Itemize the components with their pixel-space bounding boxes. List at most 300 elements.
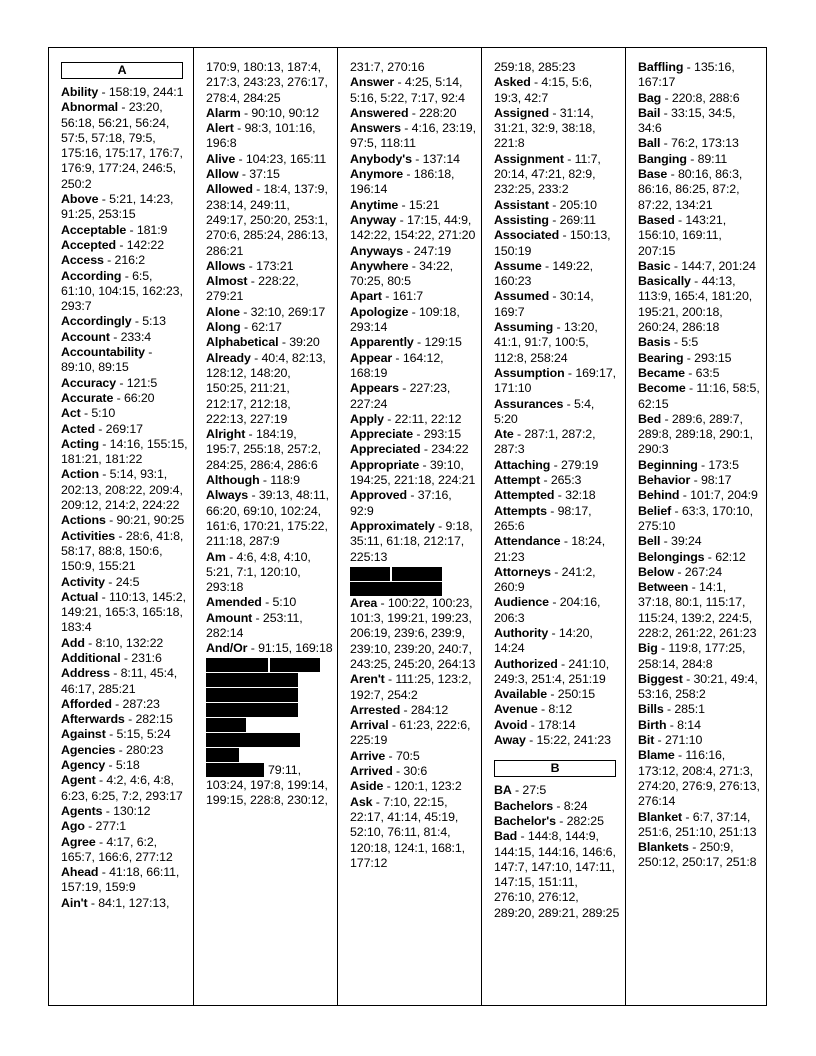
index-refs: 66:20 [123, 390, 155, 405]
index-term: Aren't [350, 672, 385, 687]
redaction-block [206, 718, 246, 732]
index-refs: 186:18, 196:14 [350, 167, 455, 197]
index-refs: 220:8, 288:6 [671, 90, 740, 105]
index-entry: Apparently - 129:15 [350, 335, 462, 350]
index-refs: 289:6, 289:7, 289:8, 289:18, 290:1, 290:3 [638, 411, 754, 457]
index-entry: And/Or - 91:15, 169:18 [206, 641, 333, 656]
index-entry: Behavior - 98:17 [638, 473, 732, 488]
redaction-block [206, 748, 239, 762]
index-entry: Anyway - 17:15, 44:9, 142:22, 154:22, 271:20 [350, 212, 476, 243]
index-entry: Acting - 14:16, 155:15, 181:21, 181:22 [61, 436, 188, 467]
index-entry: Answered - 228:20 [350, 105, 457, 120]
index-entry: Abnormal - 23:20, 56:18, 56:21, 56:24, 57:5, 57:18, 79:5, 175:16, 175:17, 176:7, 176:9, 177:24, 246:5, 250:2 [61, 100, 183, 191]
index-term: Big [638, 641, 658, 656]
index-term: Appears [350, 381, 399, 396]
index-entry: Am - 4:6, 4:8, 4:10, 5:21, 7:1, 120:10, 293:18 [206, 549, 311, 595]
index-refs: 5:15, 5:24 [116, 727, 171, 742]
index-refs: 121:5 [126, 375, 158, 390]
index-entry: Allowed - 18:4, 137:9, 238:14, 249:11, 249:17, 250:20, 253:1, 270:6, 285:24, 286:13, 286:21 [206, 182, 328, 258]
index-entry: Access - 216:2 [61, 253, 146, 268]
index-refs: 150:13, 150:19 [494, 228, 611, 258]
index-refs: 178:14 [538, 717, 576, 732]
index-entry: Answers - 4:16, 23:19, 97:5, 118:11 [350, 121, 476, 151]
index-entry: Ahead - 41:18, 66:11, 157:19, 159:9 [61, 865, 180, 895]
index-term: Ball [638, 136, 661, 151]
index-term: Along [206, 320, 241, 335]
index-refs: 8:10, 132:22 [95, 635, 164, 650]
index-entry: Attempts - 98:17, 265:6 [494, 503, 592, 533]
index-refs: 130:12 [113, 803, 151, 818]
index-refs: 119:8, 177:25, 258:14, 284:8 [638, 641, 746, 671]
index-term: Belief [638, 503, 672, 518]
index-refs: 33:15, 34:5, 34:6 [638, 105, 736, 136]
index-term: Amended [206, 595, 262, 610]
index-term: Bad [494, 829, 518, 844]
index-refs: 30:21, 49:4, 53:16, 258:2 [638, 671, 758, 702]
index-term: Allowed [206, 182, 253, 197]
index-entry: Belongings - 62:12 [638, 549, 746, 564]
index-term: Activity [61, 574, 105, 589]
index-refs: 173:21 [256, 258, 294, 273]
index-entry: Asked - 4:15, 5:6, 19:3, 42:7 [494, 75, 593, 105]
index-term: Ahead [61, 865, 99, 880]
index-entry: Avoid - 178:14 [494, 717, 576, 732]
index-entry: Alone - 32:10, 269:17 [206, 304, 326, 319]
index-term: Afterwards [61, 712, 125, 727]
index-entry: Assume - 149:22, 160:23 [494, 258, 593, 289]
index-term: Attempt [494, 473, 541, 488]
index-refs: 4:17, 6:2, 165:7, 166:6, 277:12 [61, 834, 173, 864]
index-term: Abnormal [61, 100, 119, 115]
index-term: Attaching [494, 457, 551, 472]
index-entry: Against - 5:15, 5:24 [61, 727, 171, 742]
index-term: Apologize [350, 304, 409, 319]
index-term: Basically [638, 274, 691, 289]
index-refs: 169:17, 171:10 [494, 365, 616, 396]
index-term: Attempted [494, 488, 555, 503]
index-entry: Alphabetical - 39:20 [206, 335, 320, 350]
index-refs: 34:22, 70:25, 80:5 [350, 258, 453, 289]
index-entry: Add - 8:10, 132:22 [61, 635, 164, 650]
index-entry: Basic - 144:7, 201:24 [638, 258, 756, 273]
index-entry: Below - 267:24 [638, 564, 723, 579]
index-entry: Almost - 228:22, 279:21 [206, 274, 299, 304]
index-term: Based [638, 212, 675, 227]
redaction-block [350, 567, 390, 581]
index-refs: 161:7 [392, 289, 424, 304]
index-refs: 118:9 [270, 473, 300, 488]
index-entry: Allows - 173:21 [206, 258, 294, 273]
index-entry [206, 763, 333, 809]
index-term: Approximately [350, 518, 435, 533]
index-term: Agent [61, 773, 96, 788]
index-term: Alone [206, 304, 240, 319]
index-refs: 247:19 [413, 243, 452, 258]
index-term: Bachelors [494, 798, 554, 813]
index-refs: 253:11, 282:14 [206, 610, 303, 640]
index-entry: Agent - 4:2, 4:6, 4:8, 6:23, 6:25, 7:2, 293:17 [61, 773, 183, 803]
index-term: Attorneys [494, 564, 551, 579]
index-entry: Actual - 110:13, 145:2, 149:21, 165:3, 165:18, 183:4 [61, 589, 186, 635]
index-term: Alright [206, 427, 246, 442]
index-entry: Alive - 104:23, 165:11 [206, 151, 327, 166]
index-refs: 234:22 [431, 442, 469, 457]
index-term: Ask [350, 794, 373, 809]
index-term: Asked [494, 75, 531, 90]
index-refs: 37:15 [249, 167, 280, 182]
index-refs: 100:22, 100:23, 101:3, 199:21, 199:23, 206:19, 239:6, 239:9, 239:10, 239:20, 240:7, 243:25, 245:20, 264:13 [350, 595, 476, 671]
index-term: Am [206, 549, 226, 564]
index-entry: Accountability - 89:10, 89:15 [61, 345, 153, 375]
index-refs: 31:14, 31:21, 32:9, 38:18, 221:8 [494, 105, 596, 151]
index-entry [494, 60, 621, 75]
index-refs: 98:17 [700, 473, 732, 488]
index-entry: Arrival - 61:23, 222:6, 225:19 [350, 718, 471, 748]
index-refs: 173:5 [708, 457, 739, 472]
index-term: Banging [638, 151, 687, 166]
index-entry: Afterwards - 282:15 [61, 712, 173, 727]
index-entry: Accordingly - 5:13 [61, 314, 166, 329]
index-term: Accurate [61, 390, 114, 405]
index-term: Agencies [61, 742, 116, 757]
index-term: Account [61, 329, 110, 344]
index-refs: 41:18, 66:11, 157:19, 159:9 [61, 865, 180, 895]
index-refs: 164:12, 168:19 [350, 350, 444, 380]
index-term: Ago [61, 819, 85, 834]
index-entry: Bad - 144:8, 144:9, 144:15, 144:16, 146:6, 147:7, 147:10, 147:11, 147:15, 151:11, 276:10, 276:12, 289:20, 289:21, 289:25 [494, 829, 620, 920]
index-entry: Bag - 220:8, 288:6 [638, 90, 740, 105]
index-term: Arrived [350, 764, 393, 779]
index-entry: Baffling - 135:16, 167:17 [638, 60, 735, 90]
index-entry: Account - 233:4 [61, 329, 152, 344]
index-entry: Aren't - 111:25, 123:2, 192:7, 254:2 [350, 672, 472, 702]
index-entry: Ball - 76:2, 173:13 [638, 136, 739, 151]
redaction-block [206, 658, 268, 672]
index-term: Assignment [494, 151, 564, 166]
index-entry: Appreciated - 234:22 [350, 442, 469, 457]
index-term: Aside [350, 779, 384, 794]
index-refs: 5:4, 5:20 [494, 396, 595, 426]
index-entry: Available - 250:15 [494, 687, 596, 702]
index-term: Became [638, 365, 685, 380]
index-term: Allows [206, 258, 246, 273]
index-entry: Blame - 116:16, 173:12, 208:4, 271:3, 274:20, 276:9, 276:13, 276:14 [638, 748, 760, 809]
index-refs: 37:16, 92:9 [350, 488, 452, 518]
index-refs: 44:13, 113:9, 165:4, 181:20, 195:21, 200:18, 260:24, 286:18 [638, 274, 753, 335]
index-entry: Banging - 89:11 [638, 151, 728, 166]
index-refs: 14:20, 14:24 [494, 625, 593, 656]
index-entry: Actions - 90:21, 90:25 [61, 513, 185, 528]
index-term: Behind [638, 488, 680, 503]
index-refs: 287:23 [122, 696, 160, 711]
index-entry: Bachelor's - 282:25 [494, 813, 604, 828]
index-entry: Along - 62:17 [206, 320, 282, 335]
index-refs: 158:19, 244:1 [108, 85, 184, 99]
index-entry: Attaching - 279:19 [494, 457, 599, 472]
index-refs: 13:20, 41:1, 91:7, 100:5, 112:8, 258:24 [494, 320, 598, 365]
index-refs: 39:24 [671, 534, 702, 549]
index-term: Alphabetical [206, 335, 279, 350]
index-refs: 6:7, 37:14, 251:6, 251:10, 251:13 [638, 809, 757, 839]
index-refs: 9:18, 35:11, 61:18, 212:17, 225:13 [350, 518, 473, 564]
index-refs: 143:21, 156:10, 169:11, 207:15 [638, 212, 727, 258]
index-refs: 63:5 [695, 365, 720, 380]
index-refs: 259:18, 285:23 [494, 60, 576, 74]
index-refs: 23:20, 56:18, 56:21, 56:24, 57:5, 57:18, 79:5, 175:16, 175:17, 176:7, 176:9, 177:24, 246:5, 250:2 [61, 100, 183, 191]
index-term: Blanket [638, 809, 683, 824]
index-entry: Appropriate - 39:10, 194:25, 221:18, 224:21 [350, 457, 476, 488]
index-entry: Anytime - 15:21 [350, 197, 440, 212]
index-term: Bearing [638, 350, 684, 365]
index-term: Apart [350, 289, 382, 304]
index-refs: 250:15 [557, 687, 596, 702]
index-refs: 90:21, 90:25 [116, 513, 185, 528]
index-entry: Attempt - 265:3 [494, 473, 582, 488]
index-term: Answer [350, 75, 395, 90]
index-entry: Acceptable - 181:9 [61, 222, 168, 237]
redaction-block [206, 673, 298, 687]
index-term: Assigned [494, 105, 549, 120]
index-refs: 62:17 [251, 320, 282, 335]
index-column-2 [193, 48, 337, 1005]
index-entry: Ate - 287:1, 287:2, 287:3 [494, 427, 596, 457]
index-refs: 116:16, 173:12, 208:4, 271:3, 274:20, 276:9, 276:13, 276:14 [638, 748, 760, 809]
index-term: Avenue [494, 702, 538, 717]
index-entry: Agree - 4:17, 6:2, 165:7, 166:6, 277:12 [61, 834, 173, 864]
index-term: Apply [350, 411, 384, 426]
index-term: Anyways [350, 243, 404, 258]
index-entry: Address - 8:11, 45:4, 46:17, 285:21 [61, 666, 178, 696]
index-term: Birth [638, 717, 667, 732]
index-entry [206, 60, 333, 106]
index-term: Below [638, 564, 674, 579]
index-entry: Assurances - 5:4, 5:20 [494, 396, 595, 426]
index-entry: Authorized - 241:10, 249:3, 251:4, 251:19 [494, 656, 610, 686]
index-refs: 129:15 [424, 335, 462, 350]
index-entry: According - 6:5, 61:10, 104:15, 162:23, 293:7 [61, 268, 183, 314]
index-term: Against [61, 727, 106, 742]
index-refs: 181:9 [136, 222, 168, 237]
index-term: Bed [638, 411, 662, 426]
index-entry: Ability - 158:19, 244:1 [61, 85, 184, 99]
index-refs: 4:16, 23:19, 97:5, 118:11 [350, 121, 476, 151]
index-term: Accuracy [61, 375, 116, 390]
index-refs: 18:24, 21:23 [494, 534, 606, 564]
index-term: Allow [206, 167, 239, 182]
index-entry: Arrived - 30:6 [350, 764, 428, 779]
index-refs: 8:24 [563, 798, 588, 813]
index-entry: Alright - 184:19, 195:7, 255:18, 257:2, 284:25, 286:4, 286:6 [206, 427, 322, 472]
index-refs: 111:25, 123:2, 192:7, 254:2 [350, 672, 472, 702]
index-refs: 137:14 [422, 151, 460, 166]
index-term: Between [638, 580, 689, 595]
index-entry: Amount - 253:11, 282:14 [206, 610, 303, 640]
index-entry: Accepted - 142:22 [61, 237, 165, 252]
index-refs: 7:10, 22:15, 22:17, 41:14, 45:19, 52:10, 76:11, 81:4, 120:18, 124:1, 168:1, 177:12 [350, 794, 466, 870]
redaction-block [206, 763, 264, 777]
index-refs: 91:15, 169:18 [258, 641, 333, 656]
index-entry: Became - 63:5 [638, 365, 720, 380]
index-refs: 5:21, 14:23, 91:25, 253:15 [61, 192, 174, 222]
index-term: Anyway [350, 212, 397, 227]
index-refs: 98:3, 101:16, 196:8 [206, 121, 316, 151]
index-refs: 24:5 [115, 574, 140, 589]
index-term: Bills [638, 702, 664, 717]
index-refs: 11:7, 20:14, 47:21, 82:9, 232:25, 233:2 [494, 151, 601, 197]
index-term: Anymore [350, 167, 404, 182]
index-entry: Agencies - 280:23 [61, 742, 164, 757]
index-term: Access [61, 253, 104, 268]
index-term: Already [206, 350, 251, 365]
index-entry: Above - 5:21, 14:23, 91:25, 253:15 [61, 192, 174, 222]
index-term: Attempts [494, 503, 547, 518]
index-refs: 149:22, 160:23 [494, 258, 593, 289]
index-refs: 5:5 [681, 335, 699, 350]
index-term: Appear [350, 350, 393, 365]
index-term: Appreciate [350, 427, 414, 442]
index-term: Amount [206, 610, 253, 625]
index-refs: 28:6, 41:8, 58:17, 88:8, 150:6, 150:9, 155:21 [61, 528, 184, 574]
index-term: Assistant [494, 197, 549, 212]
redaction-block [392, 567, 442, 581]
index-refs: 63:3, 170:10, 275:10 [638, 503, 753, 533]
index-entry: Base - 80:16, 86:3, 86:16, 86:25, 87:2, 87:22, 134:21 [638, 167, 743, 212]
index-refs: 144:7, 201:24 [681, 258, 756, 273]
index-refs: 90:10, 90:12 [251, 105, 320, 120]
index-refs: 89:10, 89:15 [61, 360, 129, 375]
index-entry: Ago - 277:1 [61, 819, 127, 834]
index-term: Answers [350, 121, 401, 136]
index-term: Base [638, 167, 668, 182]
index-entry: Assumption - 169:17, 171:10 [494, 365, 616, 396]
index-entry: Biggest - 30:21, 49:4, 53:16, 258:2 [638, 671, 758, 702]
index-entry: Assistant - 205:10 [494, 197, 597, 212]
index-entry: Anybody's - 137:14 [350, 151, 460, 166]
index-refs: 15:21 [408, 197, 440, 212]
index-entry: Assuming - 13:20, 41:1, 91:7, 100:5, 112:8, 258:24 [494, 320, 598, 365]
index-refs: 98:17, 265:6 [494, 503, 592, 533]
index-refs: 39:13, 48:11, 66:20, 69:10, 102:24, 161:6, 170:21, 175:22, 211:18, 287:9 [206, 488, 329, 549]
index-refs: 62:12 [715, 549, 746, 564]
index-entry: Activities - 28:6, 41:8, 58:17, 88:8, 150:6, 150:9, 155:21 [61, 528, 184, 574]
index-entry: Based - 143:21, 156:10, 169:11, 207:15 [638, 212, 727, 258]
index-entry: Bed - 289:6, 289:7, 289:8, 289:18, 290:1, 290:3 [638, 411, 754, 457]
index-term: Appreciated [350, 442, 421, 457]
index-entry: Basis - 5:5 [638, 335, 699, 350]
index-term: And/Or [206, 641, 248, 656]
index-entry: Attorneys - 241:2, 260:9 [494, 564, 596, 595]
index-entry: Agency - 5:18 [61, 758, 140, 773]
index-term: Afforded [61, 696, 112, 711]
index-term: Agree [61, 834, 96, 849]
index-term: Appropriate [350, 457, 420, 472]
index-refs: 241:2, 260:9 [494, 564, 596, 595]
index-term: Address [61, 666, 110, 681]
index-term: Assume [494, 258, 542, 273]
index-term: Authorized [494, 656, 558, 671]
index-term: Acted [61, 421, 95, 436]
index-refs: 144:8, 144:9, 144:15, 144:16, 146:6, 147:7, 147:10, 147:11, 147:15, 151:11, 276:10, 276:12, 289:20, 289:21, 289:25 [494, 829, 620, 920]
index-entry: Associated - 150:13, 150:19 [494, 228, 611, 258]
index-refs: 228:20 [419, 105, 457, 120]
index-refs: 269:11 [559, 212, 596, 227]
index-entry: Bachelors - 8:24 [494, 798, 588, 813]
index-term: Bag [638, 90, 662, 105]
index-entry: Appreciate - 293:15 [350, 427, 462, 442]
index-term: Act [61, 406, 81, 421]
index-term: Alert [206, 121, 234, 136]
index-entry: Apart - 161:7 [350, 289, 424, 304]
index-entry: Behind - 101:7, 204:9 [638, 488, 758, 503]
index-entry: Afforded - 287:23 [61, 696, 160, 711]
index-term: Ate [494, 427, 514, 442]
index-refs: 101:7, 204:9 [690, 488, 758, 503]
index-entry: Assigned - 31:14, 31:21, 32:9, 38:18, 221:8 [494, 105, 596, 151]
index-refs: 184:19, 195:7, 255:18, 257:2, 284:25, 286:4, 286:6 [206, 427, 322, 472]
index-refs: 39:10, 194:25, 221:18, 224:21 [350, 457, 476, 488]
index-entry: Although - 118:9 [206, 473, 300, 488]
index-term: Always [206, 488, 249, 503]
redaction-block [350, 582, 442, 596]
index-term: Answered [350, 105, 409, 120]
index-refs: 109:18, 293:14 [350, 304, 460, 335]
section-letter-header: B [494, 760, 616, 777]
index-term: Alarm [206, 105, 241, 120]
index-refs: 4:15, 5:6, 19:3, 42:7 [494, 75, 593, 105]
index-entry: Bit - 271:10 [638, 733, 703, 748]
index-entry: Already - 40:4, 82:13, 128:12, 148:20, 150:25, 211:21, 212:17, 212:18, 222:13, 227:19 [206, 350, 326, 426]
index-entry: Become - 11:16, 58:5, 62:15 [638, 381, 760, 411]
index-term: Agents [61, 803, 103, 818]
index-column-3 [337, 48, 481, 1005]
index-refs: 271:10 [664, 733, 703, 748]
index-refs: 27:5 [522, 783, 547, 798]
index-term: Apparently [350, 335, 414, 350]
index-term: Arrested [350, 702, 401, 717]
index-refs: 30:14, 169:7 [494, 289, 594, 319]
index-term: Bachelor's [494, 813, 556, 828]
index-term: Belongings [638, 549, 705, 564]
index-entry: Away - 15:22, 241:23 [494, 733, 611, 748]
index-entry: Approximately - 9:18, 35:11, 61:18, 212:17, 225:13 [350, 518, 473, 564]
index-page [48, 47, 767, 1006]
index-refs: 287:1, 287:2, 287:3 [494, 427, 596, 457]
index-refs: 228:22, 279:21 [206, 274, 299, 304]
index-refs: 293:15 [423, 427, 462, 442]
index-term: Attendance [494, 534, 561, 549]
index-term: Action [61, 467, 99, 482]
index-term: Acceptable [61, 222, 127, 237]
index-entry: Avenue - 8:12 [494, 702, 573, 717]
index-refs: 231:6 [131, 650, 162, 665]
index-entry: Attendance - 18:24, 21:23 [494, 534, 606, 564]
index-refs: 4:2, 4:6, 4:8, 6:23, 6:25, 7:2, 293:17 [61, 773, 183, 803]
index-refs: 14:1, 37:18, 80:1, 115:17, 115:24, 139:2, 224:5, 228:2, 261:22, 261:23 [638, 580, 757, 640]
index-entry: Acted - 269:17 [61, 421, 143, 436]
index-term: Ability [61, 85, 99, 99]
index-refs: 170:9, 180:13, 187:4, 217:3, 243:23, 276:17, 278:4, 284:25 [206, 60, 328, 105]
index-term: Available [494, 687, 548, 702]
index-refs: 61:23, 222:6, 225:19 [350, 718, 471, 748]
index-refs: 279:19 [560, 457, 599, 472]
index-refs: 39:20 [289, 335, 320, 350]
index-term: Assuming [494, 320, 554, 335]
index-term: Although [206, 473, 260, 488]
index-refs: 76:2, 173:13 [671, 136, 739, 151]
index-entry: Always - 39:13, 48:11, 66:20, 69:10, 102:24, 161:6, 170:21, 175:22, 211:18, 287:9 [206, 488, 329, 549]
index-term: Away [494, 733, 526, 748]
index-entry: Action - 5:14, 93:1, 202:13, 208:22, 209:4, 209:12, 214:2, 224:22 [61, 467, 183, 513]
